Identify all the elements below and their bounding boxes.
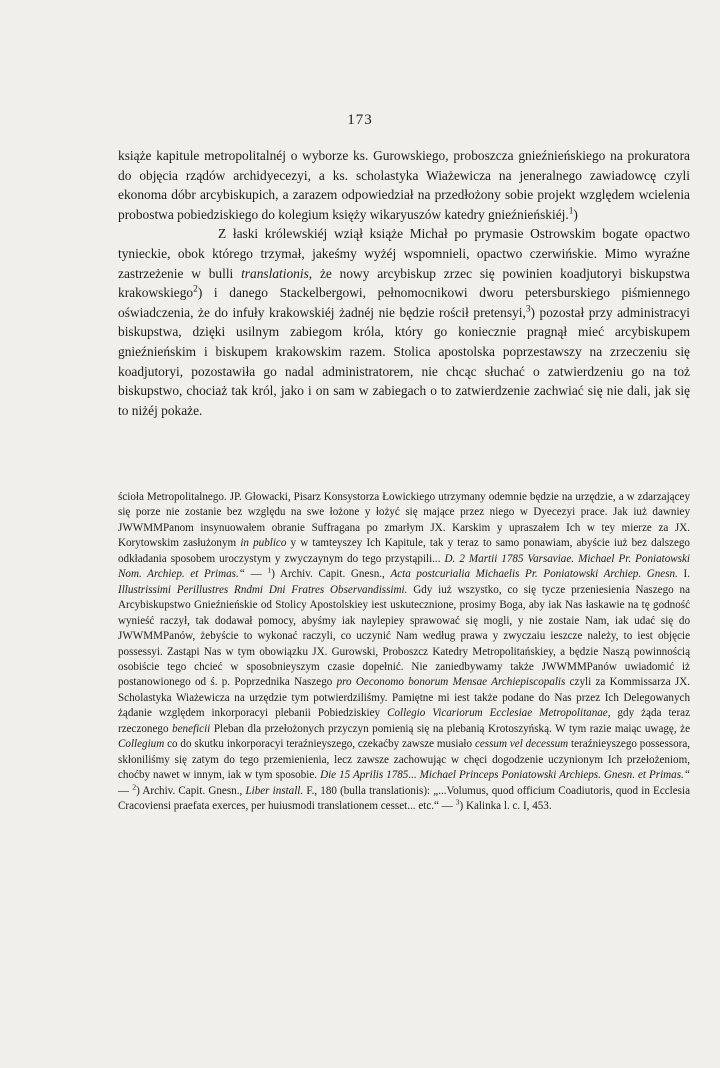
footnote-block: ścioła Metropolitalnego. JP. Głowacki, Pisarz Konsystorza Łowickiego utrzymany odemnie będzie na urzędzie, a w zdarzającey się porze nie zostanie bez względu na swe łożone y łożyć się mające przez niego w Dyecezyi prace. Jak iuż dawniey JWWMMPanom insynuowałem obranie Suffragana po zmarłym JX. Karskim y upraszałem Ich w tey mierze za JX. Korytowskim zasłużonym in publico y w tamteyszey Ich Kapitule, tak y teraz to samo ponawiam, abyście iuż bez dalszego odkładania sposobem uroczystym y zwyczaynym do tego przystąpili... D. 2 Martii 1785 Varsaviae. Michael Pr. Poniatowski Nom. Archiep. et Primas.“ — $^1$) Archiv. Capit. Gnesn., Acta postcurialia Michaelis Pr. Poniatowski Archiep. Gnesn. I. Illustrissimi Perillustres Rndmi Dni Fratres Observandissimi. Gdy iuż wszystko, co się tycze przeniesienia Naszego na Arcybiskupstwo Gnieźnieńskie od Stolicy Apostolskiey iest uskutecznione, prosimy Boga, aby iak Nas łaskawie na tę godność wynieść raczył, tak dodawał pomocy, abyśmy iak naylepiey sprawować się mogli, y nie zostaie Nam, iak udać się do JWWMMPanów, żebyście to wykonać raczyli, co uczynić Nam według prawa y zwyczaiu ieszcze należy, to iest objęcie possessyi. Zastąpi Nas w tym obowiązku JX. Gurowski, Proboszcz Katedry Metropolitańskiey, a będzie Naszą powinnością osobiście tego chcieć w sposobnieyszym czasie dopełnić. Nie zaniedbywamy także JWWMMPanów uwiadomić iż postanowionego od ś. p. Poprzednika Naszego pro Oeconomo bonorum Mensae Archiepiscopalis czyli za Kommissarza JX. Scholastyka Wiażewicza na urzędzie tym potwierdziliśmy. Pamiętne mi iest także podane do Nas przez Ich Delegowanych żądanie względem inkorporacyi plebanii Pobiedziskiey Collegio Vicariorum Ecclesiae Metropolitanae, gdy żąda teraz rzeczonego beneficii Pleban dla przełożonych przyczyn pomienią się na plebanią Krotoszyńską. W tym razie maiąc uwagę, że Collegium co do skutku inkorporacyi teraźnieyszego, czekaćby zawsze musiało cessum vel decessum teraźnieyszego possessora, skłoniliśmy się zatym do tego przemienienia, lecz zawsze zachowując w chęci dogodzenie uczynionym Ich przełożeniom, choćby nawet w innym, iak w tym sposobie. Die 15 Aprilis 1785... Michael Princeps Poniatowski Archieps. Gnesn. et Primas.“ — $^2$) Archiv. Capit. Gnesn., Liber install. F., 180 (bulla translationis): „...Volumus, quod officium Coadiutoris, quod in Ecclesia Cracoviensi praefata exerces, per huiusmodi translationem cesset... etc.“ — $^3$) Kalinka l. c. I, 453. [118, 491, 691, 813]
paragraph-2: Z łaski królewskiéj wziął książe Michał po prymasie Ostrowskim bogate opactwo tynieckie, obok którego trzymał, jakeśmy wyżéj wspomnieli, opactwo czerwińskie. Mimo wyraźne zastrzeżenie w bulli translationis, że nowy arcybiskup zrzec się powinien koadjutoryi biskupstwa krakowskiego$^2$) i danego Stackelbergowi, pełnomocnikowi dworu petersburskiego piśmiennego oświadczenia, że do infuły krakowskiéj żadnéj nie będzie rościł pretensyi,$^3$) pozostał przy administracyi biskupstwa, dzięki usilnym zabiegom króla, który go koniecznie pragnął mieć arcybiskupem gnieźnieńskim i biskupem krakowskim razem. Stolica apostolska poprzestawszy na zrzeczeniu się koadjutoryi, pozostawiła go nadal administratorem, nie chcąc słuchać o zatwierdzeniu go na toż biskupstwo, chociaż tak król, jako i on sam w zabiegach o to zatwierdzenie zachwiać się nie dali, jak się to niżéj pokaże. [118, 226, 690, 418]
footnotes [118, 490, 690, 815]
main-text [118, 146, 690, 420]
footnote-marker-1: 1 [267, 565, 272, 575]
footnote-ref-3: 3 [525, 304, 531, 315]
footnote-ref-1: 1 [568, 206, 574, 217]
footnote-ref-2: 2 [193, 284, 198, 295]
paragraph-1: książe kapitule metropolitalnéj o wyborze ks. Gurowskiego, proboszcza gnieźnieńskiego na prokuratora do objęcia rządów archidyecezyi, a ks. scholastyka Wiażewicza na jeneralnego zawiadowcę czyli ekonoma dóbr arcybiskupich, a zarazem odpowiedział na przedłożony sobie projekt względem wcielenia probostwa pobiedziskiego do kolegium księży wikaryuszów katedry gnieźnieńskiéj.$^1$) [118, 148, 690, 222]
footnote-marker-2: 2 [132, 781, 137, 791]
footnote-marker-3: 3 [455, 797, 460, 807]
page-number: 173 [347, 112, 373, 128]
